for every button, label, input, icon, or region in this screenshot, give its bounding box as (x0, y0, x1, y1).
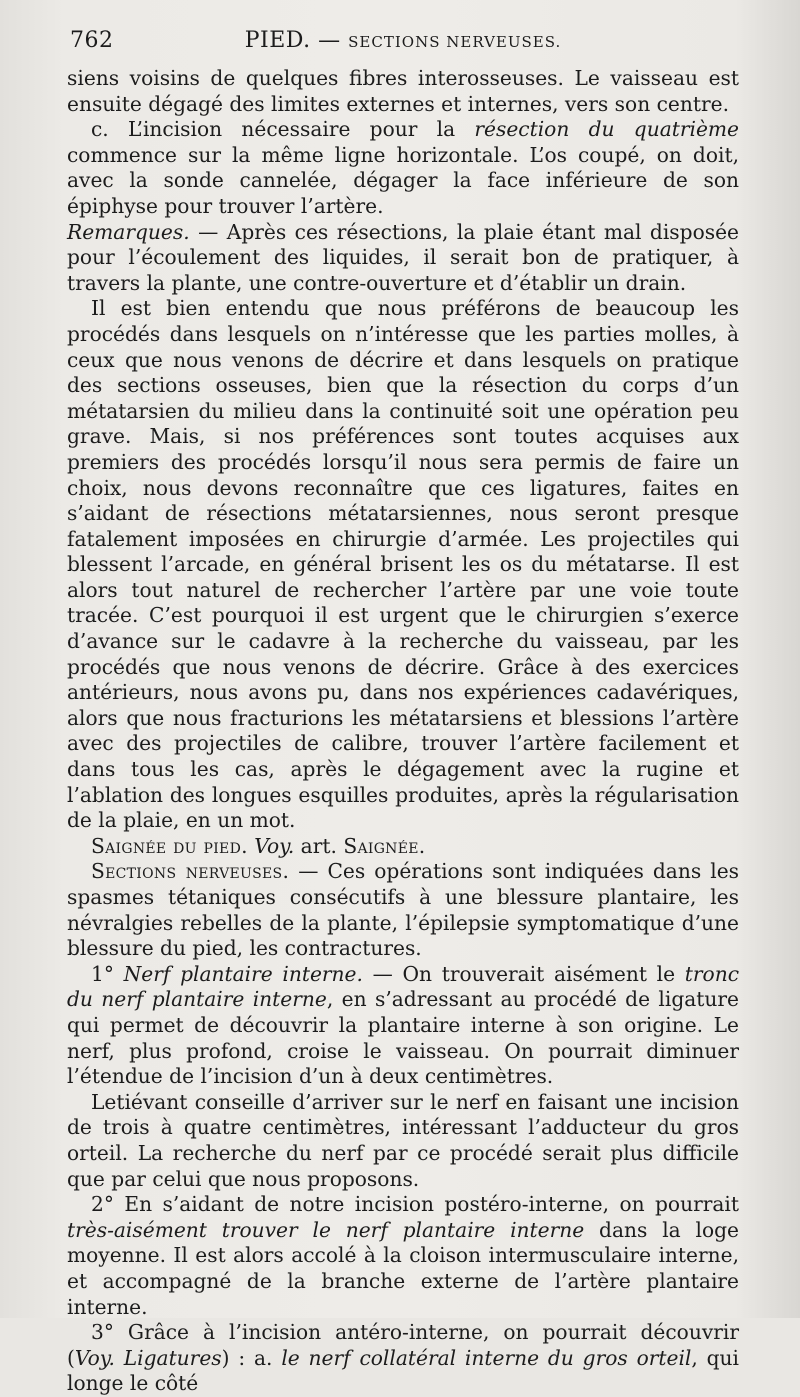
paragraph-10-emphasis: le nerf collatéral interne du gros orteil (281, 1345, 692, 1370)
paragraph-3-emphasis: Remarques. (67, 219, 190, 244)
paragraph-9-text-b: dans la loge moyenne. Il est alors accolé à la cloison intermusculaire interne, et accompagné de la branche externe de l’artère plantaire interne. (67, 1217, 740, 1319)
paragraph-1-text: siens voisins de quelques fibres interosseuses. Le vaisseau est ensuite dégagé des limites externes et internes, vers son centre. (67, 66, 739, 116)
paragraph-2-emphasis: résection du quatrième (474, 117, 739, 142)
paragraph-10-text-a: 3° Grâce à l’incision antéro-interne, on pourrait découvrir ( (67, 1320, 739, 1370)
paragraph-8 (67, 1090, 739, 1192)
paragraph-5-text: art. (294, 833, 344, 858)
running-title (70, 28, 736, 53)
paragraph-6 (67, 859, 739, 961)
page-number: 762 (70, 28, 114, 53)
paragraph-4-text: Il est bien entendu que nous préférons de beaucoup les procédés dans lesquels on n’intéresse que les parties molles, à ceux que nous venons de décrire et dans lesquels on pratique des sections osseuses, bien que la résection du corps d’un métatarsien du milieu dans la continuité soit une opération peu grave. Mais, si nos préférences sont toutes acquises aux premiers des procédés lorsqu’il nous sera permis de faire un choix, nous devons reconnaître que ces ligatures, faites en s’aidant de résections métatarsiennes, nous seront presque fatalement imposées en chirurgie d’armée. Les projectiles qui blessent l’arcade, en général brisent les os du métatarse. Il est alors tout naturel de rechercher l’artère par une voie toute tracée. C’est pourquoi il est urgent que le chirurgien s’exerce d’avance sur le cadavre à la recherche du vaisseau, par les procédés que nous venons de décrire. Grâce à des exercices antérieurs, nous avons pu, dans nos expériences cadavériques, alors que nous fracturions les métatarsiens et blessions l’artère avec des projectiles de calibre, trouver l’artère facilement et dans tous les cas, après le dégagement avec la rugine et l’ablation des longues esquilles produites, après la régularisation de la plaie, en un mot. (67, 296, 739, 833)
paragraph-10-reference: Voy. Ligatures (74, 1345, 222, 1370)
paragraph-7-emphasis: tronc du nerf plantaire interne (67, 961, 740, 1012)
running-title-dash: — (318, 28, 341, 53)
paragraph-7-text-b: , en s’adressant au procédé de ligature qui permet de découvrir la plantaire interne à son origine. Le nerf, plus profond, croise le vaisseau. On pourrait diminuer l’étendue de l’incision d’un à deux centimètres. (67, 987, 739, 1089)
paragraph-9-emphasis: très-aisément trouver le nerf plantaire interne (67, 1217, 585, 1242)
body-text (67, 66, 739, 1397)
paragraph-4 (67, 296, 739, 833)
paragraph-5-reference: Saignée. (343, 833, 426, 858)
paragraph-5-emphasis: Voy. (254, 833, 295, 858)
running-title-main: PIED. (244, 28, 311, 53)
paragraph-10 (67, 1320, 739, 1397)
paragraph-3-text: — Après ces résections, la plaie étant mal disposée pour l’écoulement des liquides, il serait bon de pratiquer, à travers la plante, une contre-ouverture et d’établir un drain. (67, 219, 739, 295)
page-header (70, 28, 736, 64)
paragraph-2-text-b: commence sur la même ligne horizontale. L’os coupé, on doit, avec la sonde cannelée, dégager la face inférieure de son épiphyse pour trouver l’artère. (67, 142, 739, 218)
paragraph-7-heading: Nerf plantaire interne. (123, 961, 363, 986)
paragraph-5 (67, 834, 739, 860)
paragraph-2 (67, 117, 739, 219)
paragraph-6-heading: Sections nerveuses. (91, 859, 290, 884)
paragraph-9 (67, 1192, 739, 1320)
paragraph-7-text-a: — On trouverait aisément le (362, 961, 685, 986)
paragraph-7 (67, 962, 739, 1090)
paragraph-7-number: 1° (91, 961, 124, 986)
running-title-sub: SECTIONS NERVEUSES. (348, 33, 562, 51)
paragraph-1 (67, 66, 739, 117)
paragraph-2-text-a: c. L’incision nécessaire pour la (91, 117, 475, 142)
paragraph-6-text: — Ces opérations sont indiquées dans les spasmes tétaniques consécutifs à une blessure plantaire, les névralgies rebelles de la plante, l’épilepsie symptomatique d’une blessure du pied, les contractures. (67, 859, 739, 961)
paragraph-9-text-a: 2° En s’aidant de notre incision postéro-interne, on pourrait (91, 1192, 739, 1217)
paragraph-3 (67, 220, 739, 297)
paragraph-8-text: Letiévant conseille d’arriver sur le nerf en faisant une incision de trois à quatre centimètres, intéressant l’adducteur du gros orteil. La recherche du nerf par ce procédé serait plus difficile que par celui que nous proposons. (67, 1089, 739, 1191)
paragraph-10-text-b: ) : a. (221, 1345, 282, 1370)
paragraph-5-heading: Saignée du pied. (91, 833, 248, 858)
paragraph-10-text-c: , qui longe le côté (67, 1345, 739, 1396)
